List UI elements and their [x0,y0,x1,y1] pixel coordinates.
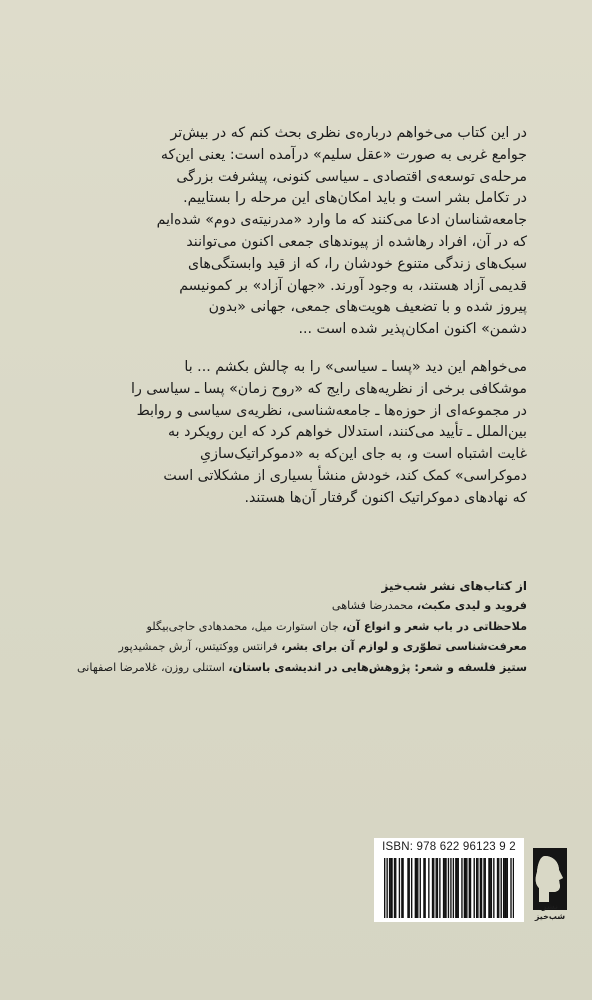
barcode-bar [439,858,440,918]
barcode-bar [417,858,418,918]
publisher-name: نشر شب‌خیز [534,902,566,921]
text-line: مرحله‌ی توسعه‌ی اقتصادی ـ سیاسی کنونی، پیشرفت بزرگی [176,168,527,185]
barcode-bar [476,858,477,918]
barcode-bar [474,858,475,918]
barcode-bar [395,858,396,918]
barcode-bar [461,858,462,918]
barcode-bar [411,858,412,918]
text-line: در تکامل بشر است و باید امکان‌های این مرحله را بستاییم. [183,190,527,207]
description-paragraph-1 [65,123,527,341]
barcode-bar [391,858,392,918]
barcode-bar [493,858,494,918]
text-line: می‌خواهم این دید «پسا ـ سیاسی» را به چالش بکشم ... با [184,359,527,375]
barcode-bar [469,858,470,918]
book-item [47,637,527,658]
barcode-bar [433,858,434,918]
barcode-bar [432,858,433,918]
barcode-bar [466,858,467,918]
book-title: معرفت‌شناسی تطوّری و لوازم آن برای بشر، [281,640,527,653]
barcode-bar [399,858,400,918]
text-line: در این کتاب می‌خواهم درباره‌ی نظری بحث کنم که در بیش‌تر [170,125,527,141]
barcode-bar [505,858,506,918]
book-item [47,617,527,638]
isbn-label: ISBN: 978 622 96123 9 2 [382,841,516,853]
text-line: موشکافی برخی از نظریه‌های رایج که «روح زمان» پسا ـ سیاسی را [131,380,527,397]
text-line: که نهادهای دموکراتیک اکنون گرفتار آن‌ها هستند. [244,489,527,506]
book-item [47,658,527,679]
barcode-bar [507,858,508,918]
text-line: قدیمی آزاد هستند، به وجود آورند. «جهان آزاد» بر کمونیسم [179,277,527,294]
barcode-bar [504,858,505,918]
barcode-bar [424,858,425,918]
barcode-bar [401,858,402,918]
text-line: بین‌الملل ـ تأیید می‌کنند، استدلال خواهم کرد که این رویکرد به [168,424,527,441]
book-author: استنلی روزن، غلامرضا اصفهانی [76,660,229,674]
other-books-list [47,576,527,678]
book-author: جان استوارت میل، محمدهادی حاجی‌بیگلو [146,619,343,633]
barcode-bar [390,858,391,918]
barcode-bar [465,858,466,918]
barcode-bar [510,858,511,918]
barcode-bar [444,858,445,918]
barcode-bar [485,858,486,918]
barcode-bar [443,858,444,918]
text-line: که در آن، افراد رهاشده از پیوندهای جمعی اکنون می‌توانند [186,233,527,250]
barcode-bar [436,858,437,918]
barcode-bar [384,858,385,918]
barcode-bar [477,858,478,918]
barcode-bar [483,858,484,918]
barcode-bar [437,858,438,918]
barcode-bar [470,858,471,918]
text-line: در مجموعه‌ای از حوزه‌ها ـ جامعه‌شناسی، نظریه‌ی سیاسی و روابط [136,402,527,419]
barcode-bar [445,858,446,918]
barcode-bar [481,858,482,918]
barcode-bar [420,858,421,918]
text-line: جوامع غربی به صورت «عقل سلیم» درآمده است: یعنی این‌که [160,146,527,163]
book-author: فرانتس ووکتیتس، آرش جمشیدپور [118,640,282,653]
barcode-bar [458,858,459,918]
book-title: ملاحظاتی در باب شعر و انواع آن، [342,619,527,633]
barcode-bar [416,858,417,918]
barcode-bar [497,858,498,918]
barcode-bar [450,858,451,918]
book-title: ستیز فلسفه و شعر: پژوهش‌هایی در اندیشه‌ی باستان، [228,660,527,674]
barcode-bar [402,858,403,918]
barcode-bar [480,858,481,918]
barcode-bar [489,858,490,918]
profile-head-logo-icon [533,848,567,910]
barcode-bar [389,858,390,918]
description-paragraph-2 [65,357,527,510]
publisher-logo [533,848,567,922]
barcode-bar [428,858,429,918]
text-line: سبک‌های زندگی متنوع خودشان را، که از قید وابستگی‌های [188,255,527,272]
book-item [47,596,527,617]
barcode-icon [384,858,514,918]
book-title: فروید و لیدی مکبث، [416,599,527,612]
book-author: محمدرضا فشاهی [331,599,417,612]
barcode-bar [488,858,489,918]
text-line: دموکراسی» کمک کند، خودش منشأ بسیاری از مشکلاتی است [163,467,527,484]
barcode-bar [423,858,424,918]
barcode-bar [386,858,387,918]
text-line: غایت اشتباه است و، به جای این‌که به «دموکراتیک‌سازیِ [200,446,527,463]
barcode-bar [513,858,514,918]
other-books-heading: از کتاب‌های نشر شب‌خیز [381,579,527,593]
text-line: دشمن» اکنون امکان‌پذیر شده است ... [298,321,527,338]
barcode-bar [394,858,395,918]
barcode-bar [456,858,457,918]
text-line: پیروز شده و با تضعیف هویت‌های جمعی، جهانی «بدون [208,299,527,316]
text-line: جامعه‌شناسان ادعا می‌کنند که ما وارد «مدرنیته‌ی دوم» شده‌ایم [156,212,527,229]
isbn-barcode [374,838,524,922]
barcode-bar [464,858,465,918]
barcode-bar [407,858,408,918]
barcode-bar [455,858,456,918]
barcode-bar [448,858,449,918]
barcode-bar [498,858,499,918]
barcode-bar [501,858,502,918]
barcode-bar [503,858,504,918]
barcode-bar [409,858,410,918]
barcode-bar [491,858,492,918]
barcode-bar [453,858,454,918]
barcode-bar [415,858,416,918]
